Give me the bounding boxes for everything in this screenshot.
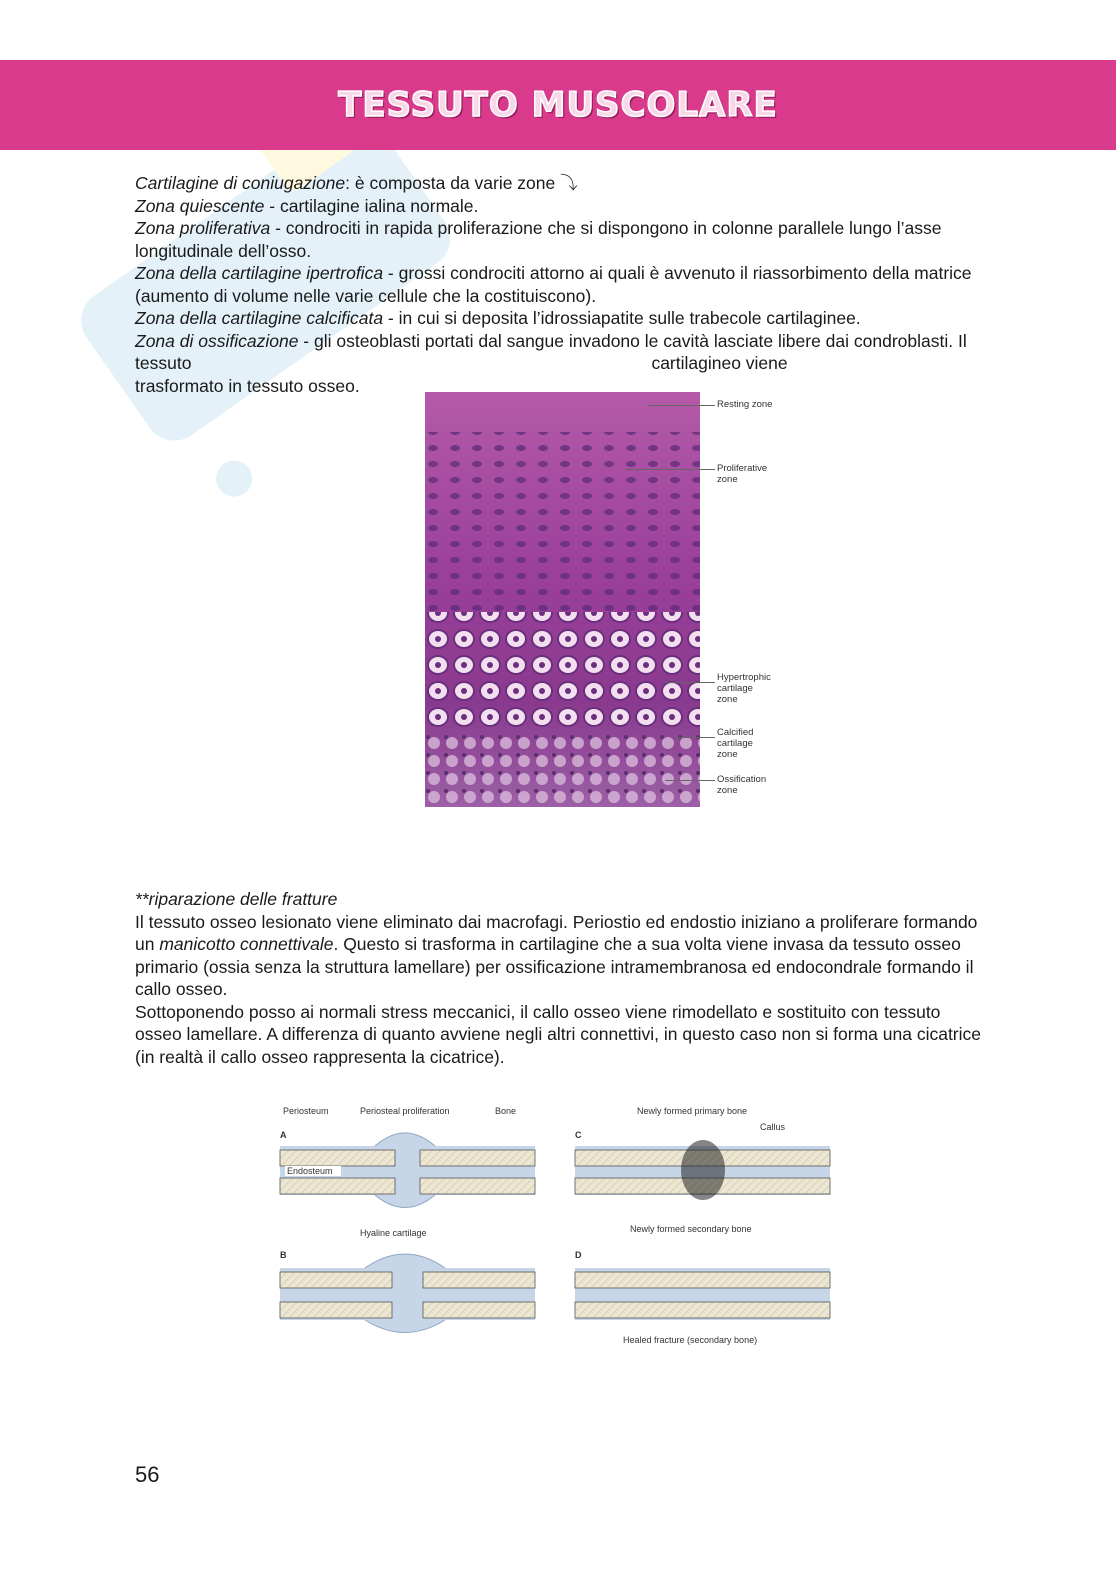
zone-last-line: trasformato in tessuto osseo. <box>135 375 360 396</box>
label-resting-zone: Resting zone <box>717 399 773 410</box>
section-heading: **riparazione delle fratture <box>135 889 338 909</box>
page-title: TESSUTO MUSCOLARE <box>338 85 778 125</box>
leader-line <box>665 780 715 781</box>
label-periosteum: Periosteum <box>283 1106 329 1116</box>
panel-label-d: D <box>575 1250 582 1260</box>
label-proliferative-zone: Proliferative zone <box>717 463 768 485</box>
histology-image <box>425 392 700 807</box>
fracture-diagram-svg <box>275 1100 840 1350</box>
page-number: 56 <box>135 1462 160 1487</box>
header-banner <box>0 60 1116 150</box>
leader-line <box>665 682 715 683</box>
zone-quiescent: Zona quiescente - cartilagine ialina normale. <box>135 195 479 216</box>
leader-line <box>625 469 715 470</box>
cartilage-zones-text <box>135 172 985 397</box>
zone-ossification: Zona di ossificazione - gli osteoblasti portati dal sangue invadono le cavità lasciate libere dai condroblasti. Il tessuto cartilagineo viene <box>135 330 967 373</box>
label-endosteum: Endosteum <box>287 1166 333 1176</box>
label-newly-secondary-bone: Newly formed secondary bone <box>630 1224 752 1234</box>
label-hyaline-cartilage: Hyaline cartilage <box>360 1228 427 1238</box>
label-newly-primary-bone: Newly formed primary bone <box>637 1106 748 1116</box>
label-periosteal-proliferation: Periosteal proliferation <box>360 1106 450 1116</box>
panel-label-b: B <box>280 1250 287 1260</box>
label-calcified-zone: Calcified cartilage zone <box>717 727 754 760</box>
fracture-repair-diagram <box>275 1100 840 1350</box>
paragraph: Sottoponendo posso ai normali stress meccanici, il callo osseo viene rimodellato e sostituito con tessuto osseo lamellare. A differenza di quanto avviene negli altri connettivi, in questo caso non si forma una cicatrice (in realtà il callo osseo rappresenta la cicatrice). <box>135 1001 981 1067</box>
leader-line <box>675 737 715 738</box>
label-healed-fracture: Healed fracture (secondary bone) <box>623 1335 758 1345</box>
label-bone: Bone <box>495 1106 517 1116</box>
paragraph: Il tessuto osseo lesionato viene eliminato dai macrofagi. Periostio ed endostio iniziano a proliferare formando un manicotto connettivale. Questo si trasforma in cartilagine che a sua volta viene invasa da tessuto osseo primario (ossia senza la struttura lamellare) per ossificazione intramembranosa ed endocondrale formando il callo osseo. <box>135 911 978 999</box>
label-hypertrophic-zone: Hypertrophic cartilage zone <box>717 672 771 705</box>
label-ossification-zone: Ossification zone <box>717 774 767 796</box>
leader-line <box>647 405 715 406</box>
zone-calcified: Zona della cartilagine calcificata - in cui si deposita l’idrossiapatite sulle trabecole cartilaginee. <box>135 308 861 328</box>
intro-line: Cartilagine di coniugazione: è composta da varie zone ⤵ <box>135 173 578 193</box>
cartilage-histology-figure <box>425 392 773 807</box>
fracture-repair-text <box>135 888 985 1068</box>
zone-proliferative: Zona proliferativa - condrociti in rapida proliferazione che si dispongono in colonne parallele lungo l’asse longitudinale dell’osso. <box>135 218 942 261</box>
panel-label-a: A <box>280 1130 287 1140</box>
label-callus: Callus <box>760 1122 786 1132</box>
zone-hypertrophic: Zona della cartilagine ipertrofica - grossi condrociti attorno ai quali è avvenuto il riassorbimento della matrice (aumento di volume nelle varie cellule che la costituiscono). <box>135 263 972 306</box>
panel-label-c: C <box>575 1130 582 1140</box>
